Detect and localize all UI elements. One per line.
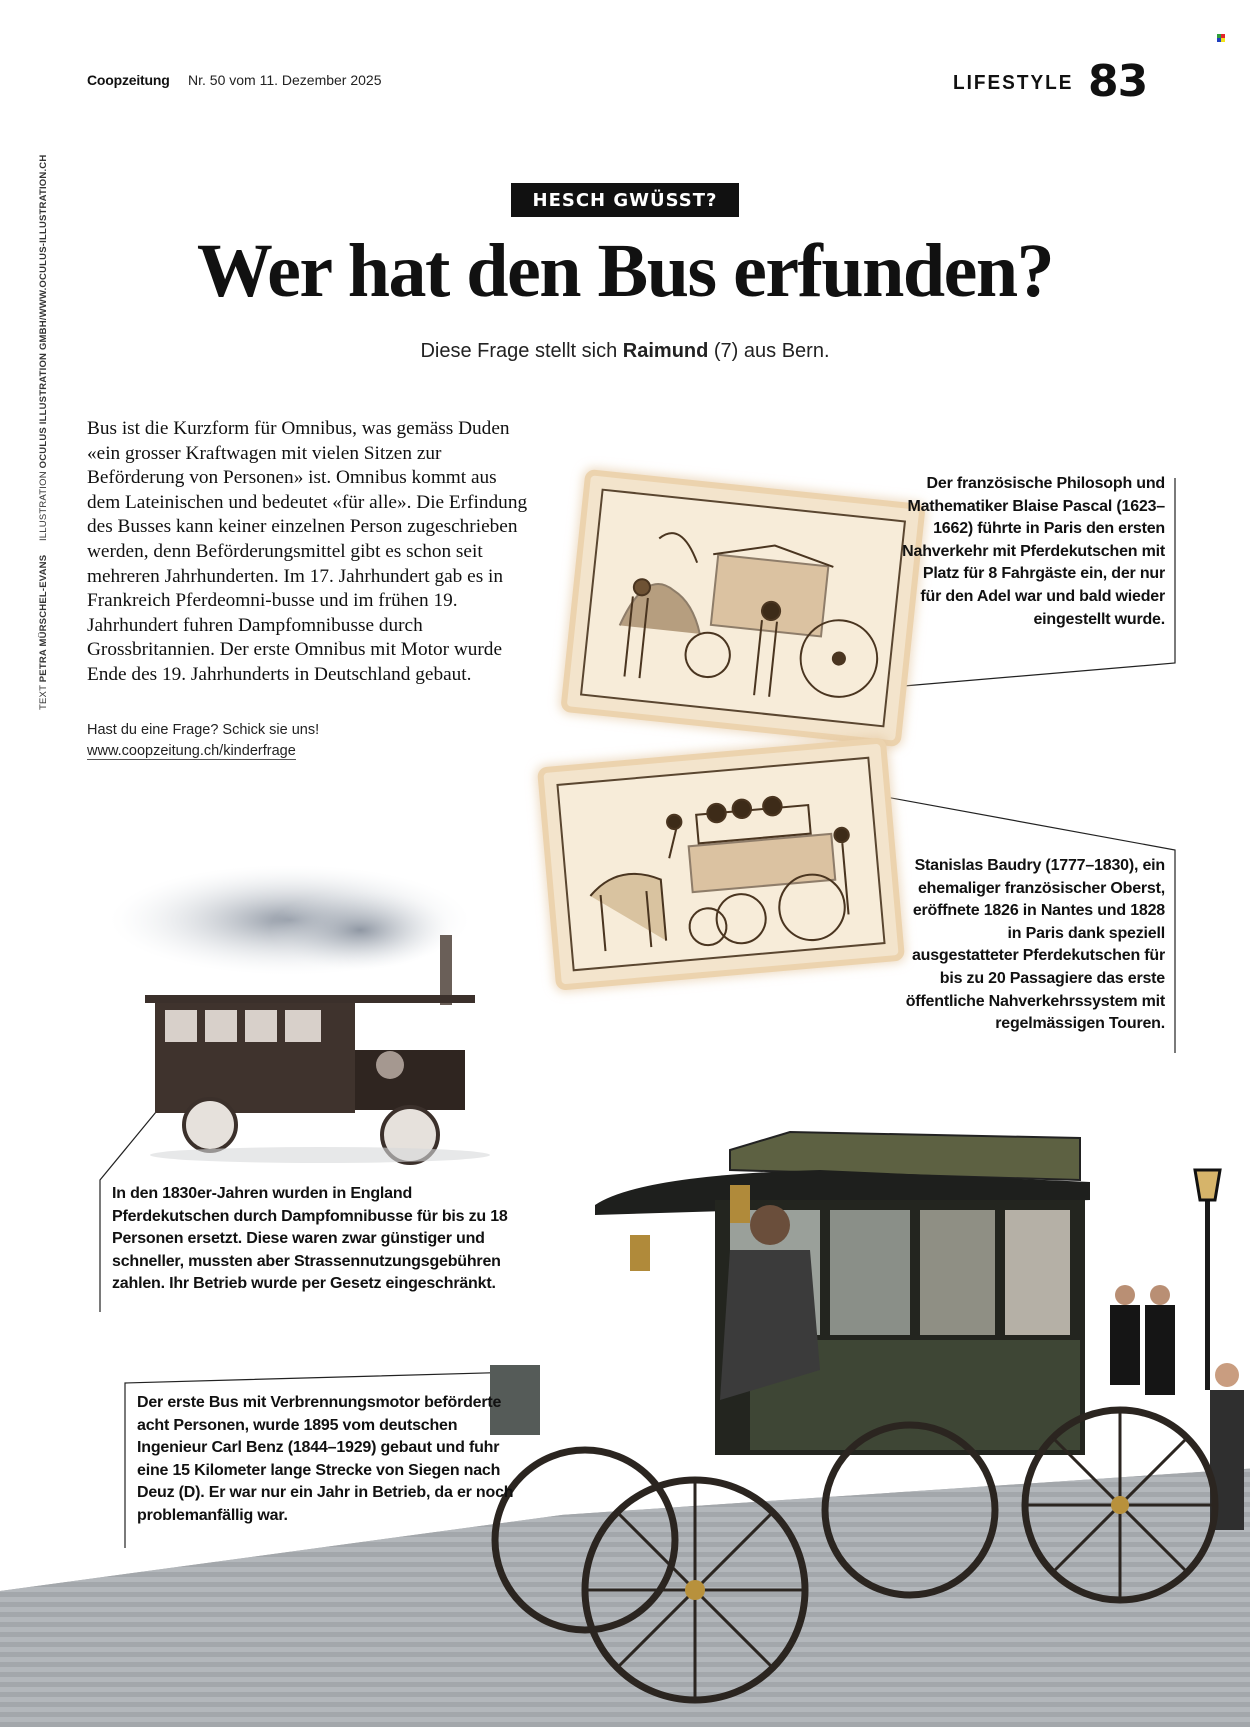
baudry-omnibus-illustration: [543, 744, 898, 985]
caption-baudry: Stanislas Baudry (1777–1830), ein ehemaliger französischer Oberst, eröffnete 1826 in Nantes und 1828 in Paris dank speziell ausgestatteter Pferdekutschen für bis zu 20 Passagiere das erste öffentliche Nahverkehrssystem mit regelmässigen Touren.: [905, 857, 1165, 1033]
issue-date: Nr. 50 vom 11. Dezember 2025: [188, 72, 382, 88]
credit-text-author: PETRA MÜRSCHEL-EVANS: [38, 554, 49, 683]
subtitle-post: (7) aus Bern.: [708, 340, 830, 362]
caption-benz-bus: Der erste Bus mit Verbrennungsmotor beförderte acht Personen, wurde 1895 vom deutschen Ingenieur Carl Benz (1844–1929) gebaut und fuhr eine 15 Kilometer lange Strecke von Siegen nach Deuz (D). Er war nur ein Jahr in Betrieb, da er noch problemanfällig war.: [137, 1394, 514, 1524]
benz-bus-illustration: [490, 1110, 1250, 1727]
subtitle-name: Raimund: [622, 340, 709, 362]
credit-text-label: TEXT: [38, 685, 49, 710]
kicker-badge: HESCH GWÜSST?: [511, 183, 739, 217]
kinderfrage-link[interactable]: www.coopzeitung.ch/kinderfrage: [87, 743, 296, 759]
subtitle-pre: Diese Frage stellt sich: [420, 340, 623, 362]
cta-text: Hast du eine Frage? Schick sie uns!: [87, 722, 320, 738]
credit-illustration-author: OCULUS ILLUSTRATION GMBH/WWW.OCULUS-ILLUSTRATION.CH: [38, 154, 49, 469]
publication-name: Coopzeitung: [87, 72, 170, 88]
section-label: LIFESTYLE: [953, 72, 1074, 95]
credit-illustration-label: ILLUSTRATION: [38, 471, 49, 542]
pascal-carriage-illustration: [567, 475, 919, 740]
article-body: Bus ist die Kurzform für Omnibus, was gemäss Duden «ein grosser Kraftwagen mit vielen Sitzen zur Beförderung von Personen» ist. Omnibus kommt aus dem Lateinischen und bedeutet «für alle». Die Erfindung des Busses kann keiner einzelnen Person zugeschrieben werden, denn Beförderungsmittel gibt es schon seit mehreren Jahrhunderten. Im 17. Jahrhundert gab es in Frankreich Pferdeomni-busse und im frühen 19. Jahrhundert fuhren Dampfomnibusse durch Grossbritannien. Der erste Omnibus mit Motor wurde Ende des 19. Jahrhunderts in Deutschland gebaut.: [87, 418, 528, 685]
steam-omnibus-icon: [110, 850, 490, 1170]
caption-pascal: Der französische Philosoph und Mathematiker Blaise Pascal (1623–1662) führte in Paris den ersten Nahverkehr mit Pferdekutschen mit Platz für 8 Fahrgäste ein, der nur für den Adel war und bald wieder eingestellt wurde.: [902, 475, 1165, 628]
benz-motor-bus-icon: [490, 1110, 1250, 1727]
caption-steam-omnibus: In den 1830er-Jahren wurden in England Pferdekutschen durch Dampfomnibusse für bis zu 18 Personen ersetzt. Diese waren zwar günstiger und schneller, mussten aber Strassennutzungsgebühren zahlen. Ihr Betrieb wurde per Gesetz eingeschränkt.: [112, 1185, 508, 1293]
page-number: 83: [1088, 56, 1148, 107]
omnibus-engraving-icon: [559, 759, 884, 969]
steam-bus-illustration: [110, 850, 490, 1170]
page-title: Wer hat den Bus erfunden?: [196, 229, 1054, 313]
carriage-engraving-icon: [582, 491, 904, 725]
